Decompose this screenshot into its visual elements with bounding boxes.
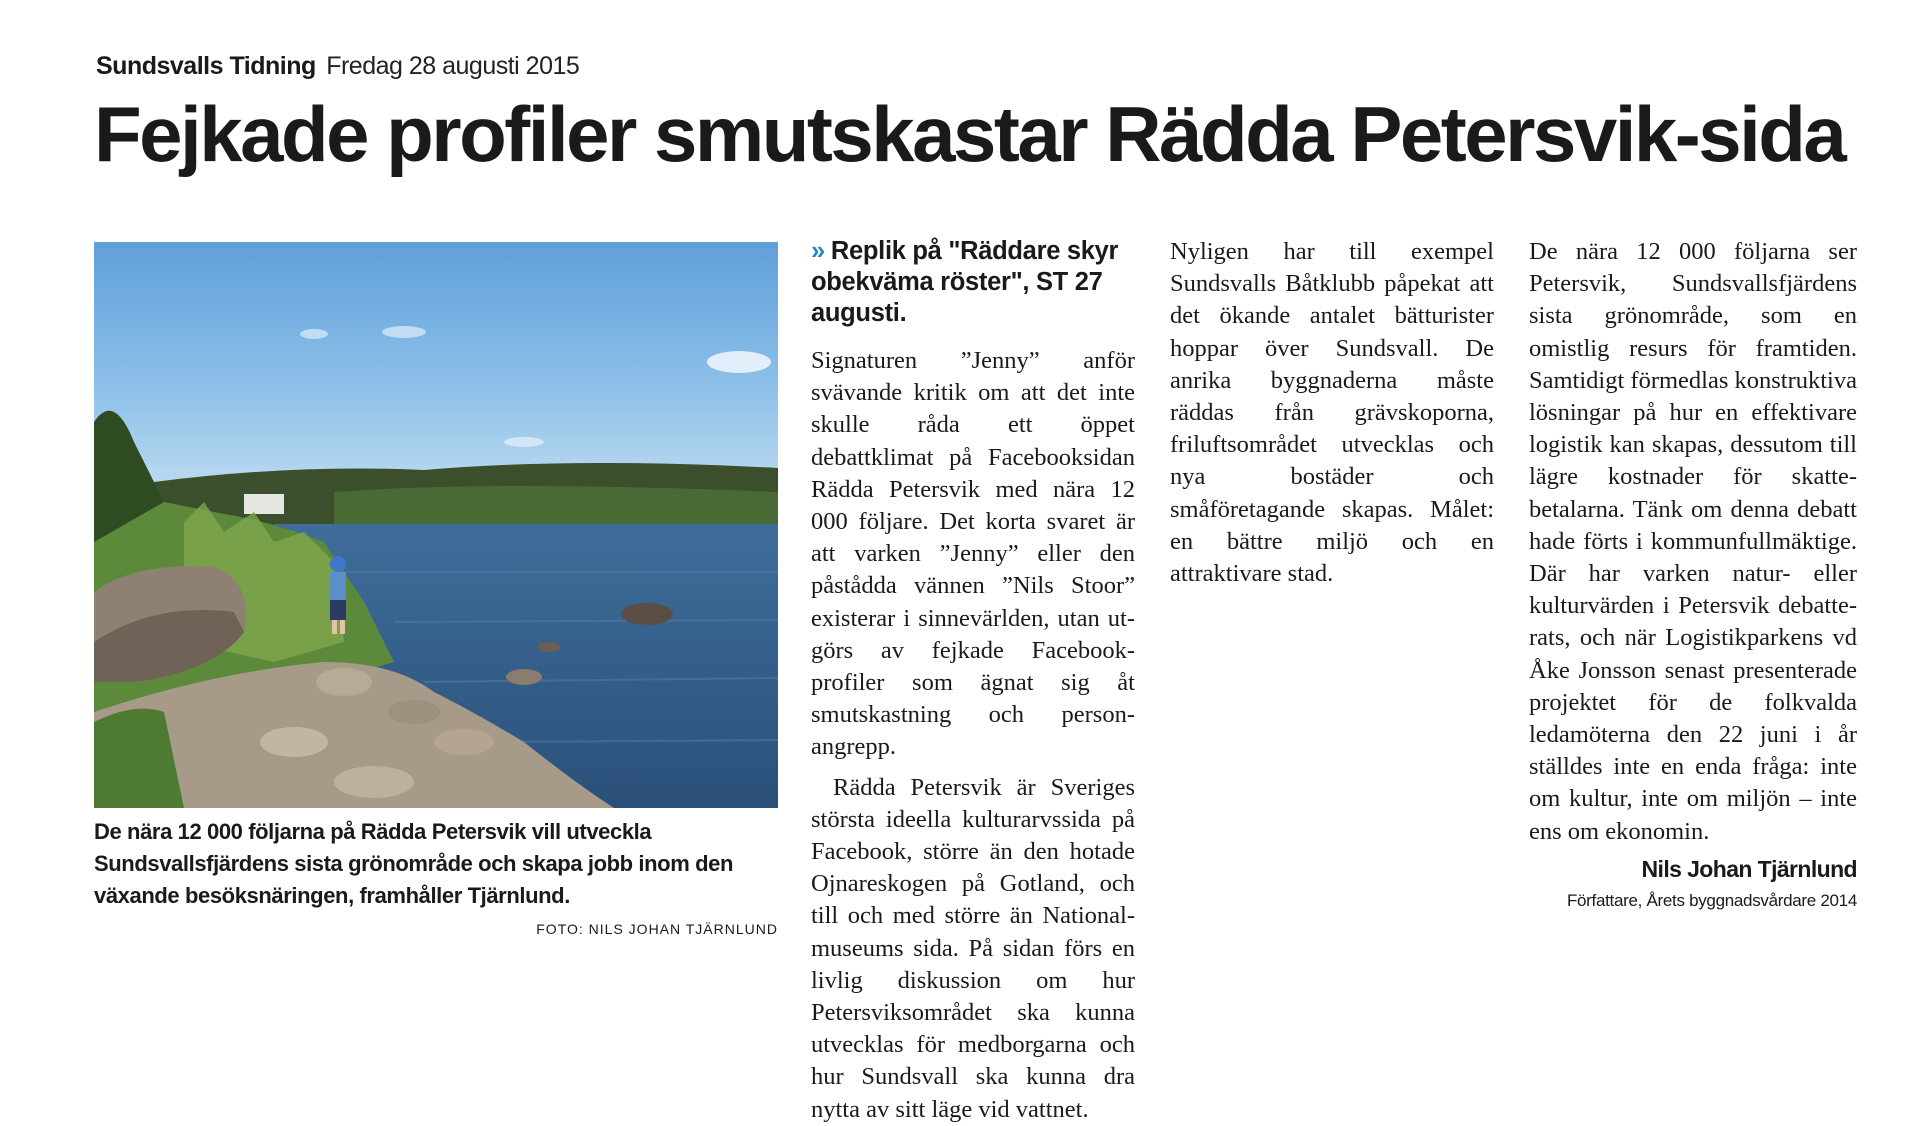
author-name: Nils Johan Tjärnlund bbox=[1641, 855, 1857, 882]
newspaper-name: Sundsvalls Tidning bbox=[96, 52, 316, 80]
author-title: Författare, Årets byggnadsvårdare 2014 bbox=[1566, 890, 1857, 910]
article-column-2 bbox=[1170, 236, 1494, 590]
sky bbox=[94, 242, 778, 482]
article-column-1 bbox=[811, 236, 1135, 1126]
lake-photo bbox=[94, 242, 778, 808]
publication-date: Fredag 28 augusti 2015 bbox=[326, 52, 580, 80]
photo-credit: FOTO: NILS JOHAN TJÄRNLUND bbox=[536, 921, 778, 937]
headline: Fejkade profiler smutskastar Rädda Petersvik-sida bbox=[94, 90, 1845, 178]
paragraph-1: Signaturen ”Jenny” anför svävande kritik om att det inte skulle råda ett öppet debattklimat på Facebooksidan Rädda Petersvik med nära 12 000 följare. Det korta svaret är att varken ”Jenny” eller den påstådda vännen ”Nils Stoor” existerar i sinnevärlden, utan utgörs av fejkade Facebookprofiler som ägnat sig åt smutskastning och personangrepp. bbox=[811, 347, 1135, 761]
double-chevron-icon: » bbox=[811, 237, 825, 265]
article-column-3 bbox=[1529, 236, 1857, 912]
masthead bbox=[96, 52, 579, 81]
paragraph-4: De nära 12 000 följarna ser Petersvik, Sundsvallsfjärdens sista grönområde, som en omistlig resurs för framtiden. Samtidigt förmedlas konstruktiva lösningar på hur en effektivare logistik kan skapas, dessutom till lägre kostnader för skattebetalarna. Tänk om denna debatt hade förts i kommunfullmäktige. Där har varken natur- eller kulturvärden i Petersvik debatterats, och när Logistikparkens vd Åke Jonsson senast presenterade projektet för de folkvalda ledamöterna den 22 juni i år ställdes inte en enda fråga: inte om kultur, inte om miljön – inte ens om ekonomin. bbox=[1529, 238, 1857, 845]
photo-caption: De nära 12 000 följarna på Rädda Petersvik vill utveckla Sundsvallsfjärdens sista grönområde och skapa jobb inom den växande besöksnäringen, framhåller Tjärnlund. bbox=[94, 819, 733, 908]
paragraph-2: Rädda Petersvik är Sveriges största ideella kulturarvssida på Facebook, större än den hotade Ojnareskogen på Gotland, och till och med större än Nationalmuseums sida. På sidan förs en livlig diskussion om hur Petersviksområdet ska kunna utvecklas för medborgarna och hur Sundsvall ska kunna dra nytta av sitt läge vid vattnet. bbox=[811, 773, 1135, 1123]
kicker bbox=[811, 236, 1135, 329]
paragraph-3: Nyligen har till exempel Sundsvalls Båtklubb påpekat att det ökande antalet bätturister hoppar över Sundsvall. De anrika byggnaderna måste räddas från grävskoporna, friluftsområdet utvecklas och nya bostäder och småföretagande skapas. Målet: en bättre miljö och en attraktivare stad. bbox=[1170, 238, 1494, 588]
kicker-text: Replik på "Räddare skyr obekväma röster", ST 27 augusti. bbox=[811, 237, 1119, 327]
rock-in-water bbox=[621, 603, 673, 625]
